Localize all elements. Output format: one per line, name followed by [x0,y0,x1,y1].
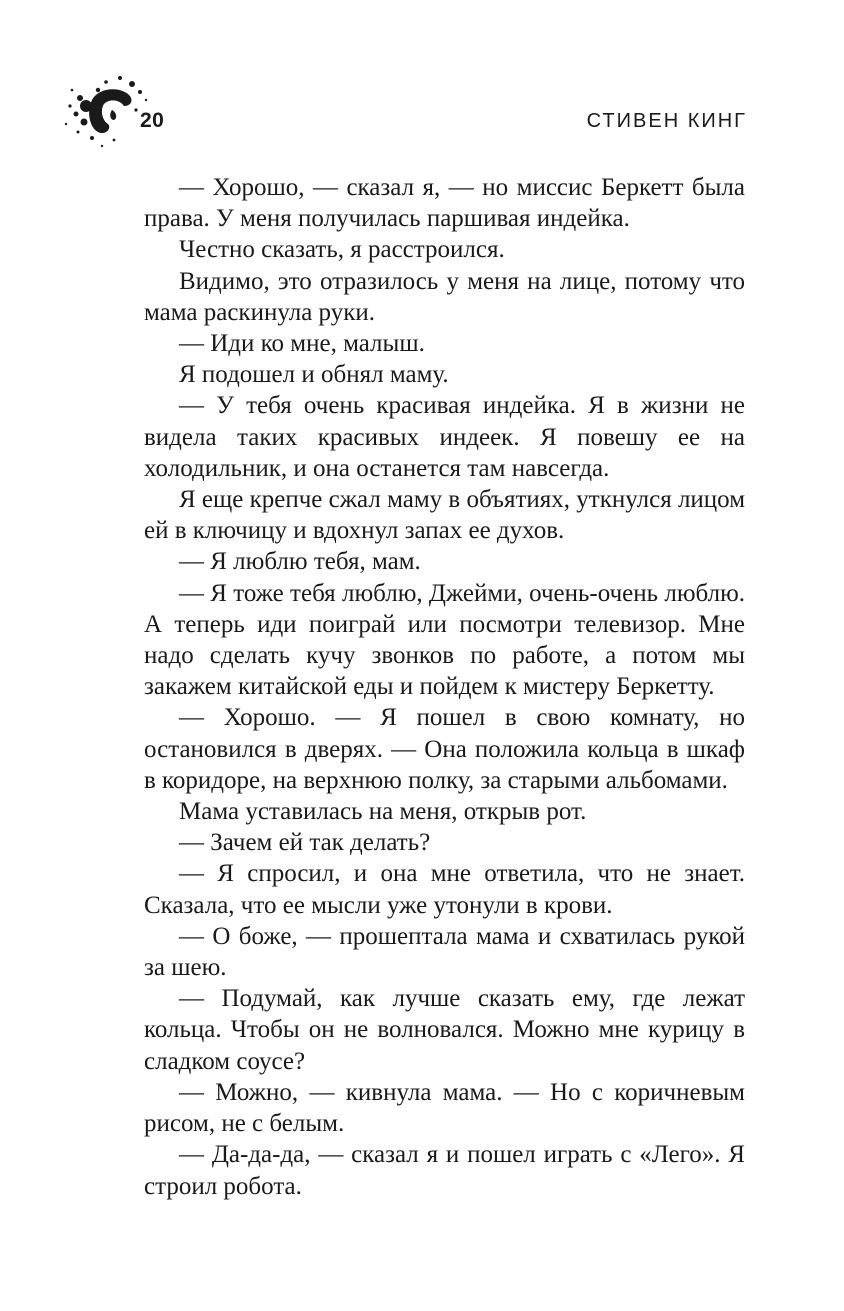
paragraph: — О боже, — прошептала мама и схватилась рукой за шею. [144,922,745,982]
paragraph: — У тебя очень красивая индейка. Я в жизни не видела таких красивых индеек. Я повешу ее на холодильник, и она останется там навсегда. [144,392,745,482]
paragraph: — Я спросил, и она мне ответила, что не знает. Сказала, что ее мысли уже утонули в крови. [144,860,745,919]
page-number: 20 [140,109,165,132]
paragraph: — Я люблю тебя, мам. [179,548,421,576]
paragraph: — Хорошо. — Я пошел в свою комнату, но остановился в дверях. — Она положила кольца в шкаф в коридоре, на верхнюю полку, за старыми альбомами. [144,704,745,794]
paragraph: — Подумай, как лучше сказать ему, где лежат кольца. Чтобы он не волновался. Можно мне курицу в сладком соусе? [144,985,745,1075]
body-text [144,172,745,1202]
ink-splatter-icon [62,70,152,150]
paragraph: Я подошел и обнял маму. [179,361,449,389]
paragraph: — Хорошо, — сказал я, — но миссис Беркетт была права. У меня получилась паршивая индейка. [144,174,745,233]
paragraph: — Да-да-да, — сказал я и пошел играть с «Лего». Я строил робота. [144,1141,745,1200]
paragraph: Честно сказать, я расстроился. [179,236,505,264]
paragraph: Видимо, это отразилось у меня на лице, потому что мама раскинула руки. [144,267,745,326]
paragraph: — Можно, — кивнула мама. — Но с коричневым рисом, не с белым. [144,1078,745,1138]
paragraph: — Иди ко мне, малыш. [179,330,425,358]
paragraph: Мама уставилась на меня, открыв рот. [179,798,587,826]
paragraph: Я еще крепче сжал маму в объятиях, уткнулся лицом ей в ключицу и вдохнул запах ее духов. [144,486,746,545]
paragraph: — Я тоже тебя люблю, Джейми, очень-очень люблю. А теперь иди поиграй или посмотри телевизор. Мне надо сделать кучу звонков по работе, а потом мы закажем китайской еды и пойдем к мистеру Беркетту. [144,579,745,701]
paragraph: — Зачем ей так делать? [179,829,431,857]
running-head-author: СТИВЕН КИНГ [586,110,747,132]
